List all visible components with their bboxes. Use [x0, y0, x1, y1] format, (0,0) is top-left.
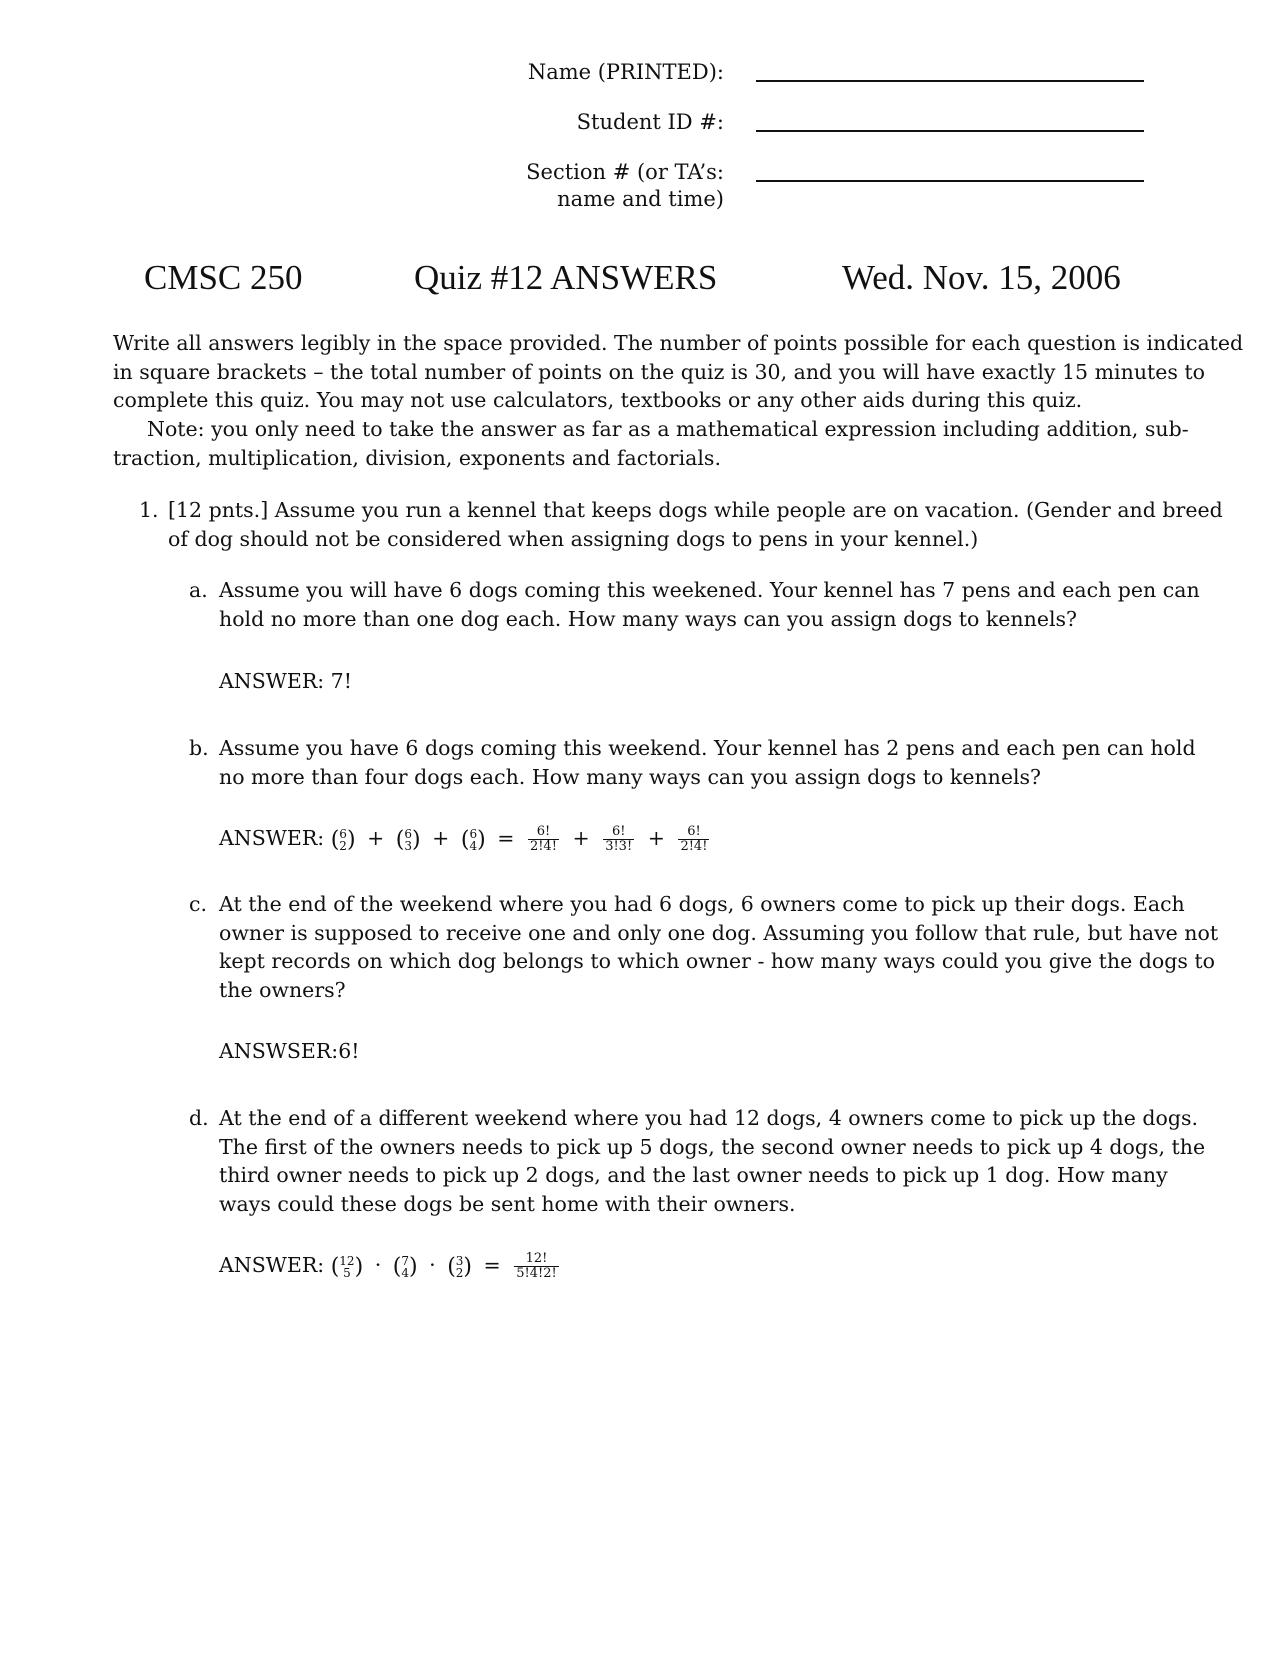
answer-label: ANSWER: [219, 1253, 325, 1277]
part-b-answer [219, 824, 711, 854]
dot-operator: · [429, 1253, 436, 1277]
part-c-answer: ANSWSER:6! [219, 1039, 360, 1063]
part-d-letter: d. [189, 1106, 209, 1130]
plus-sign: + [367, 826, 385, 850]
part-d-line: The first of the owners needs to pick up 5 dogs, the second owner needs to pick up 4 dogs, the [219, 1134, 1206, 1159]
binomial: (6 4) [460, 827, 486, 854]
part-b-line: Assume you have 6 dogs coming this weekend. Your kennel has 2 pens and each pen can hold [219, 736, 1196, 760]
plus-sign: + [432, 826, 450, 850]
answer-label: ANSWER: [219, 826, 325, 850]
note-line: traction, multiplication, division, exponents and factorials. [113, 445, 721, 470]
part-a-text [219, 576, 1200, 633]
dot-operator: · [374, 1253, 382, 1277]
binomial: (6 3) [395, 827, 421, 854]
instructions-line: Write all answers legibly in the space provided. The number of points possible for each question is indicated [113, 331, 1244, 355]
fraction: $\frac{6!}{3!3!}$ [605, 824, 633, 854]
part-c-text [219, 890, 1219, 1004]
binomial: (3 2) [447, 1254, 473, 1281]
part-a-line: hold no more than one dog each. How many ways can you assign dogs to kennels? [219, 606, 1078, 631]
part-b-text [219, 734, 1196, 791]
part-c-line: the owners? [219, 977, 346, 1002]
note-line: Note: you only need to take the answer as far as a mathematical expression including addition, sub- [147, 417, 1189, 441]
equals-sign: = [483, 1253, 501, 1277]
name-line[interactable] [756, 80, 1144, 82]
instructions [113, 329, 1244, 415]
section-label-line2: name and time) [557, 187, 724, 211]
quiz-title: Quiz #12 ANSWERS [414, 258, 718, 297]
student-id-label: Student ID #: [576, 110, 724, 134]
part-a-answer: ANSWER: 7! [219, 669, 352, 693]
name-label: Name (PRINTED): [527, 60, 724, 84]
part-c-line: owner is supposed to receive one and only one dog. Assuming you follow that rule, but have not [219, 920, 1219, 945]
section-label-line1: Section # (or TA’s: [526, 160, 724, 184]
question-line: [12 pnts.] Assume you run a kennel that keeps dogs while people are on vacation. (Gender and breed [168, 498, 1223, 522]
title-row [0, 256, 1280, 300]
question-line: of dog should not be considered when assigning dogs to pens in your kennel.) [168, 526, 979, 551]
part-a-letter: a. [189, 578, 208, 602]
quiz-date: Wed. Nov. 15, 2006 [842, 258, 1121, 297]
instructions-line: complete this quiz. You may not use calculators, textbooks or any other aids during this quiz. [113, 388, 1083, 412]
equals-sign: = [497, 826, 515, 850]
fraction: $\frac{6!}{2!4!}$ [680, 824, 708, 854]
part-d-line: ways could these dogs be sent home with their owners. [219, 1191, 796, 1216]
part-c-letter: c. [189, 892, 207, 916]
part-d-text [219, 1104, 1206, 1218]
instructions-line: in square brackets – the total number of points on the quiz is 30, and you will have exactly 15 minutes to [113, 359, 1206, 384]
binomial: (6 2) [330, 827, 356, 854]
part-d-answer [219, 1251, 561, 1281]
part-a-line: Assume you will have 6 dogs coming this weekened. Your kennel has 7 pens and each pen can [219, 578, 1200, 602]
part-c-line: kept records on which dog belongs to which owner - how many ways could you give the dogs to [219, 949, 1215, 973]
question-number: 1. [139, 498, 159, 522]
course-title: CMSC 250 [144, 258, 303, 297]
part-c-line: At the end of the weekend where you had 6 dogs, 6 owners come to pick up their dogs. Each [219, 892, 1185, 916]
binomial: (12 5 ) [330, 1254, 364, 1281]
instructions-note [113, 415, 1189, 472]
question-1-text [168, 496, 1223, 553]
binomial: (7 4) [392, 1254, 418, 1281]
part-d-line: third owner needs to pick up 2 dogs, and the last owner needs to pick up 1 dog. How many [219, 1163, 1168, 1187]
part-b-letter: b. [189, 736, 209, 760]
fraction: $\frac{12!}{5!4!2!}$ [516, 1251, 557, 1281]
section-line[interactable] [756, 180, 1144, 182]
plus-sign: + [647, 826, 665, 850]
part-d-line: At the end of a different weekend where you had 12 dogs, 4 owners come to pick up the dogs. [219, 1106, 1198, 1130]
part-b-line: no more than four dogs each. How many ways can you assign dogs to kennels? [219, 764, 1042, 789]
plus-sign: + [572, 826, 590, 850]
student-id-line[interactable] [756, 130, 1144, 132]
fraction: $\frac{6!}{2!4!}$ [529, 824, 557, 854]
